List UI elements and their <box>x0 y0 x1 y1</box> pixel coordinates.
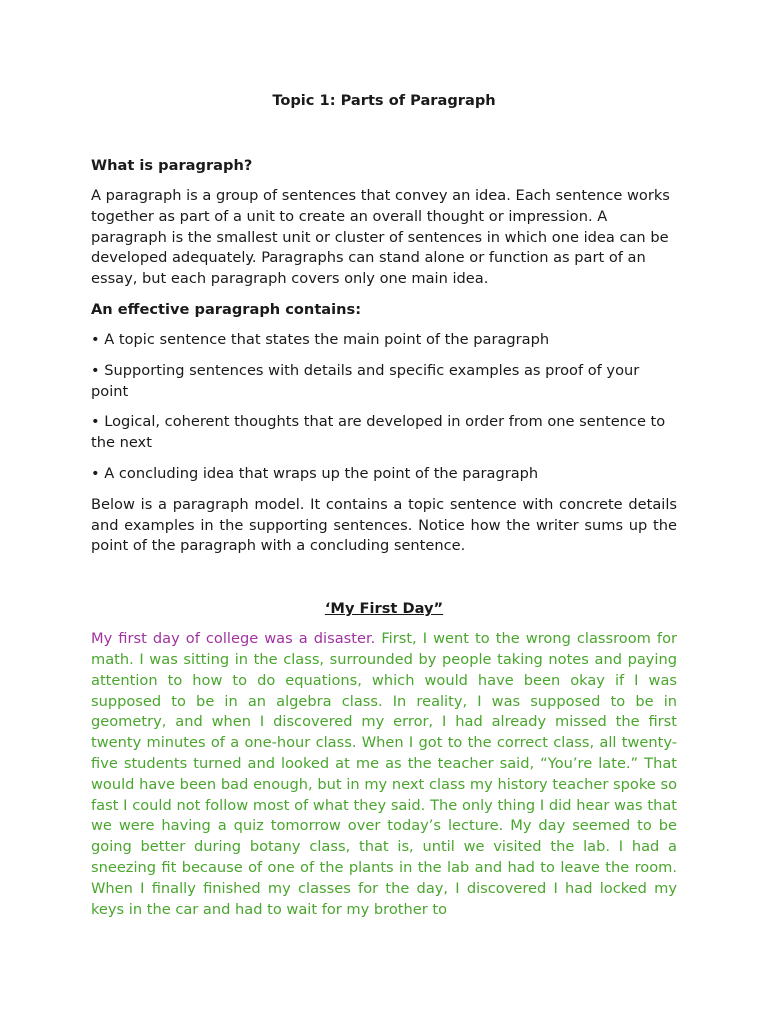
story-title: ‘My First Day” <box>324 600 444 618</box>
list-item-concluding-idea: • A concluding idea that wraps up the point of the paragraph <box>91 464 539 482</box>
list-item-topic-sentence: • A topic sentence that states the main point of the paragraph <box>91 330 550 348</box>
section-heading-what-is-paragraph: What is paragraph? <box>91 157 253 174</box>
list-item-supporting-sentences: • Supporting sentences with details and specific examples as proof of your point <box>91 361 640 400</box>
document-content <box>91 90 677 920</box>
page-title: Topic 1: Parts of Paragraph <box>272 92 496 109</box>
story-paragraph <box>91 629 677 920</box>
list-item-logical-thoughts: • Logical, coherent thoughts that are developed in order from one sentence to the next <box>91 413 666 452</box>
story-topic-sentence: My first day of college was a disaster. <box>91 630 376 648</box>
paragraph-model-intro: Below is a paragraph model. It contains a topic sentence with concrete details and examples in the supporting sentences. Notice how the writer sums up the point of the paragraph with a concluding sentence. <box>91 495 677 555</box>
section-heading-effective-paragraph: An effective paragraph contains: <box>91 300 362 318</box>
paragraph-definition: A paragraph is a group of sentences that convey an idea. Each sentence works together as part of a unit to create an overall thought or impression. A paragraph is the smallest unit or cluster of sentences in which one idea can be developed adequately. Paragraphs can stand alone or function as part of an essay, but each paragraph covers only one main idea. <box>91 187 670 288</box>
story-supporting-text: First, I went to the wrong classroom for math. I was sitting in the class, surrounded by people taking notes and paying attention to how to do equations, which would have been okay if I was supposed to be in an algebra class. In reality, I was supposed to be in geometry, and when I discovered my error, I had already missed the first twenty minutes of a one-hour class. When I got to the correct class, all twenty-five students turned and looked at me as the teacher said, “You’re late.” That would have been bad enough, but in my next class my history teacher spoke so fast I could not follow most of what they said. The only thing I did hear was that we were having a quiz tomorrow over today’s lecture. My day seemed to be going better during botany class, that is, until we visited the lab. I had a sneezing fit because of one of the plants in the lab and had to leave the room. When I finally finished my classes for the day, I discovered I had locked my keys in the car and had to wait for my brother to <box>91 630 677 918</box>
